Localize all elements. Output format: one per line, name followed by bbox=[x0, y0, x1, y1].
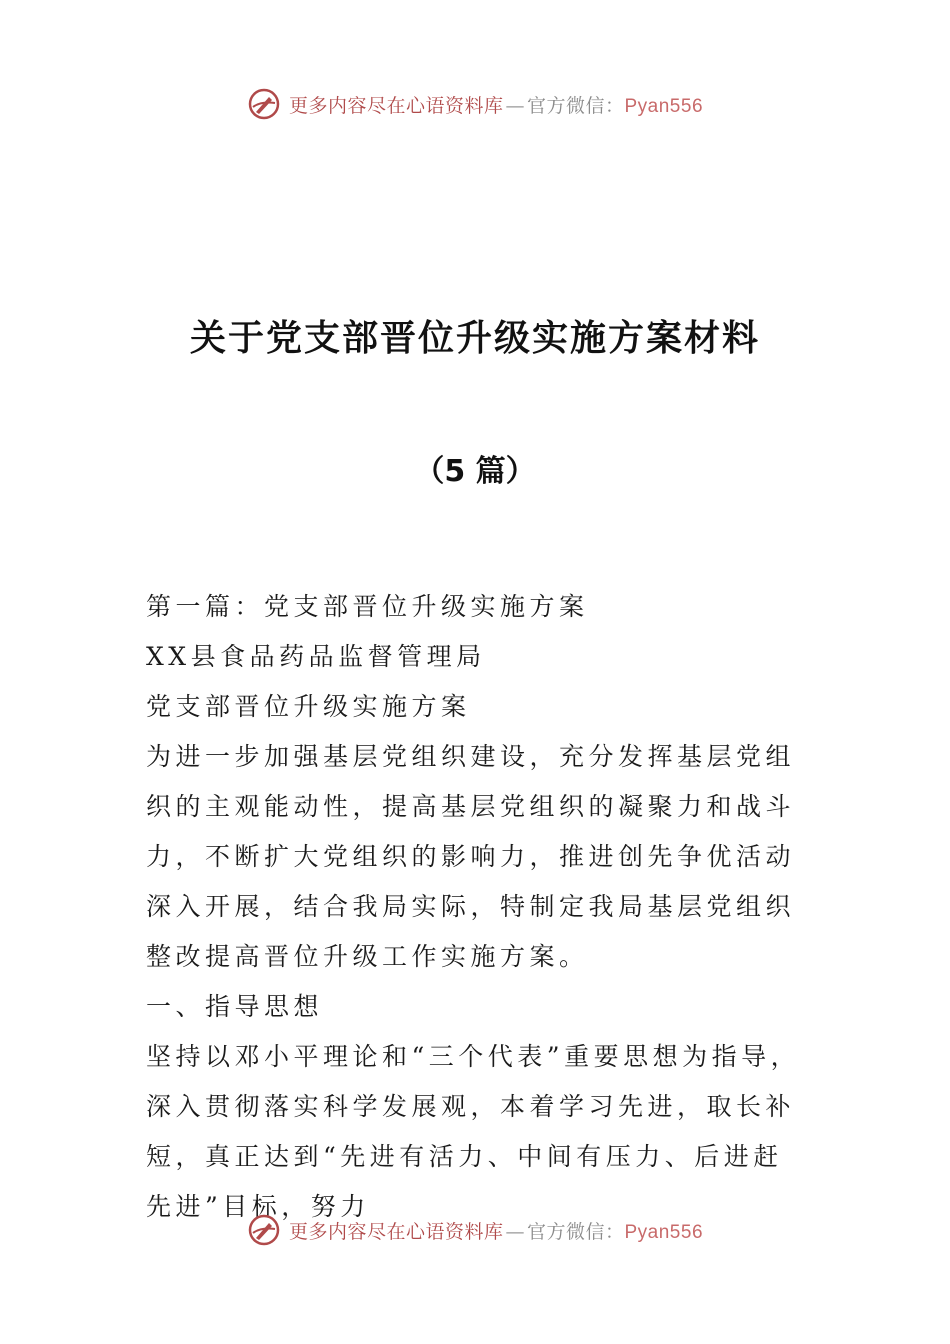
paragraph: 一、指导思想 bbox=[146, 992, 324, 1021]
footer-banner bbox=[0, 1210, 950, 1250]
footer-wechat-id: Pyan556 bbox=[624, 1221, 704, 1243]
pen-logo-icon bbox=[247, 87, 281, 121]
footer-wechat-label: 官方微信： bbox=[526, 1220, 625, 1243]
document-subtitle: （5 篇） bbox=[414, 454, 536, 489]
header-banner-text bbox=[289, 91, 703, 118]
paragraph: 党支部晋位升级实施方案 bbox=[146, 692, 471, 721]
footer-banner-separator: — bbox=[505, 1220, 525, 1243]
footer-banner-label: 更多内容尽在心语资料库 bbox=[288, 1220, 504, 1243]
paragraph: XX县食品药品监督管理局 bbox=[146, 642, 486, 671]
header-wechat-id: Pyan556 bbox=[624, 95, 704, 117]
paragraph: 第一篇：党支部晋位升级实施方案 bbox=[146, 592, 589, 621]
document-body bbox=[146, 582, 806, 1232]
paragraph: 为进一步加强基层党组织建设，充分发挥基层党组织的主观能动性，提高基层党组织的凝聚力和战斗力，不断扩大党组织的影响力，推进创先争优活动深入开展，结合我局实际，特制定我局基层党组织整改提高晋位升级工作实施方案。 bbox=[146, 742, 796, 971]
header-banner-separator: — bbox=[505, 94, 525, 117]
pen-logo-icon bbox=[247, 1213, 281, 1247]
header-wechat-label: 官方微信： bbox=[526, 94, 625, 117]
footer-banner-text bbox=[289, 1217, 703, 1244]
header-banner-label: 更多内容尽在心语资料库 bbox=[288, 94, 504, 117]
document-title: 关于党支部晋位升级实施方案材料 bbox=[189, 318, 760, 359]
header-banner bbox=[0, 84, 950, 124]
paragraph: 坚持以邓小平理论和“三个代表”重要思想为指导，深入贯彻落实科学发展观，本着学习先进，取长补短，真正达到“先进有活力、中间有压力、后进赶先进”目标，努力 bbox=[146, 1042, 801, 1221]
